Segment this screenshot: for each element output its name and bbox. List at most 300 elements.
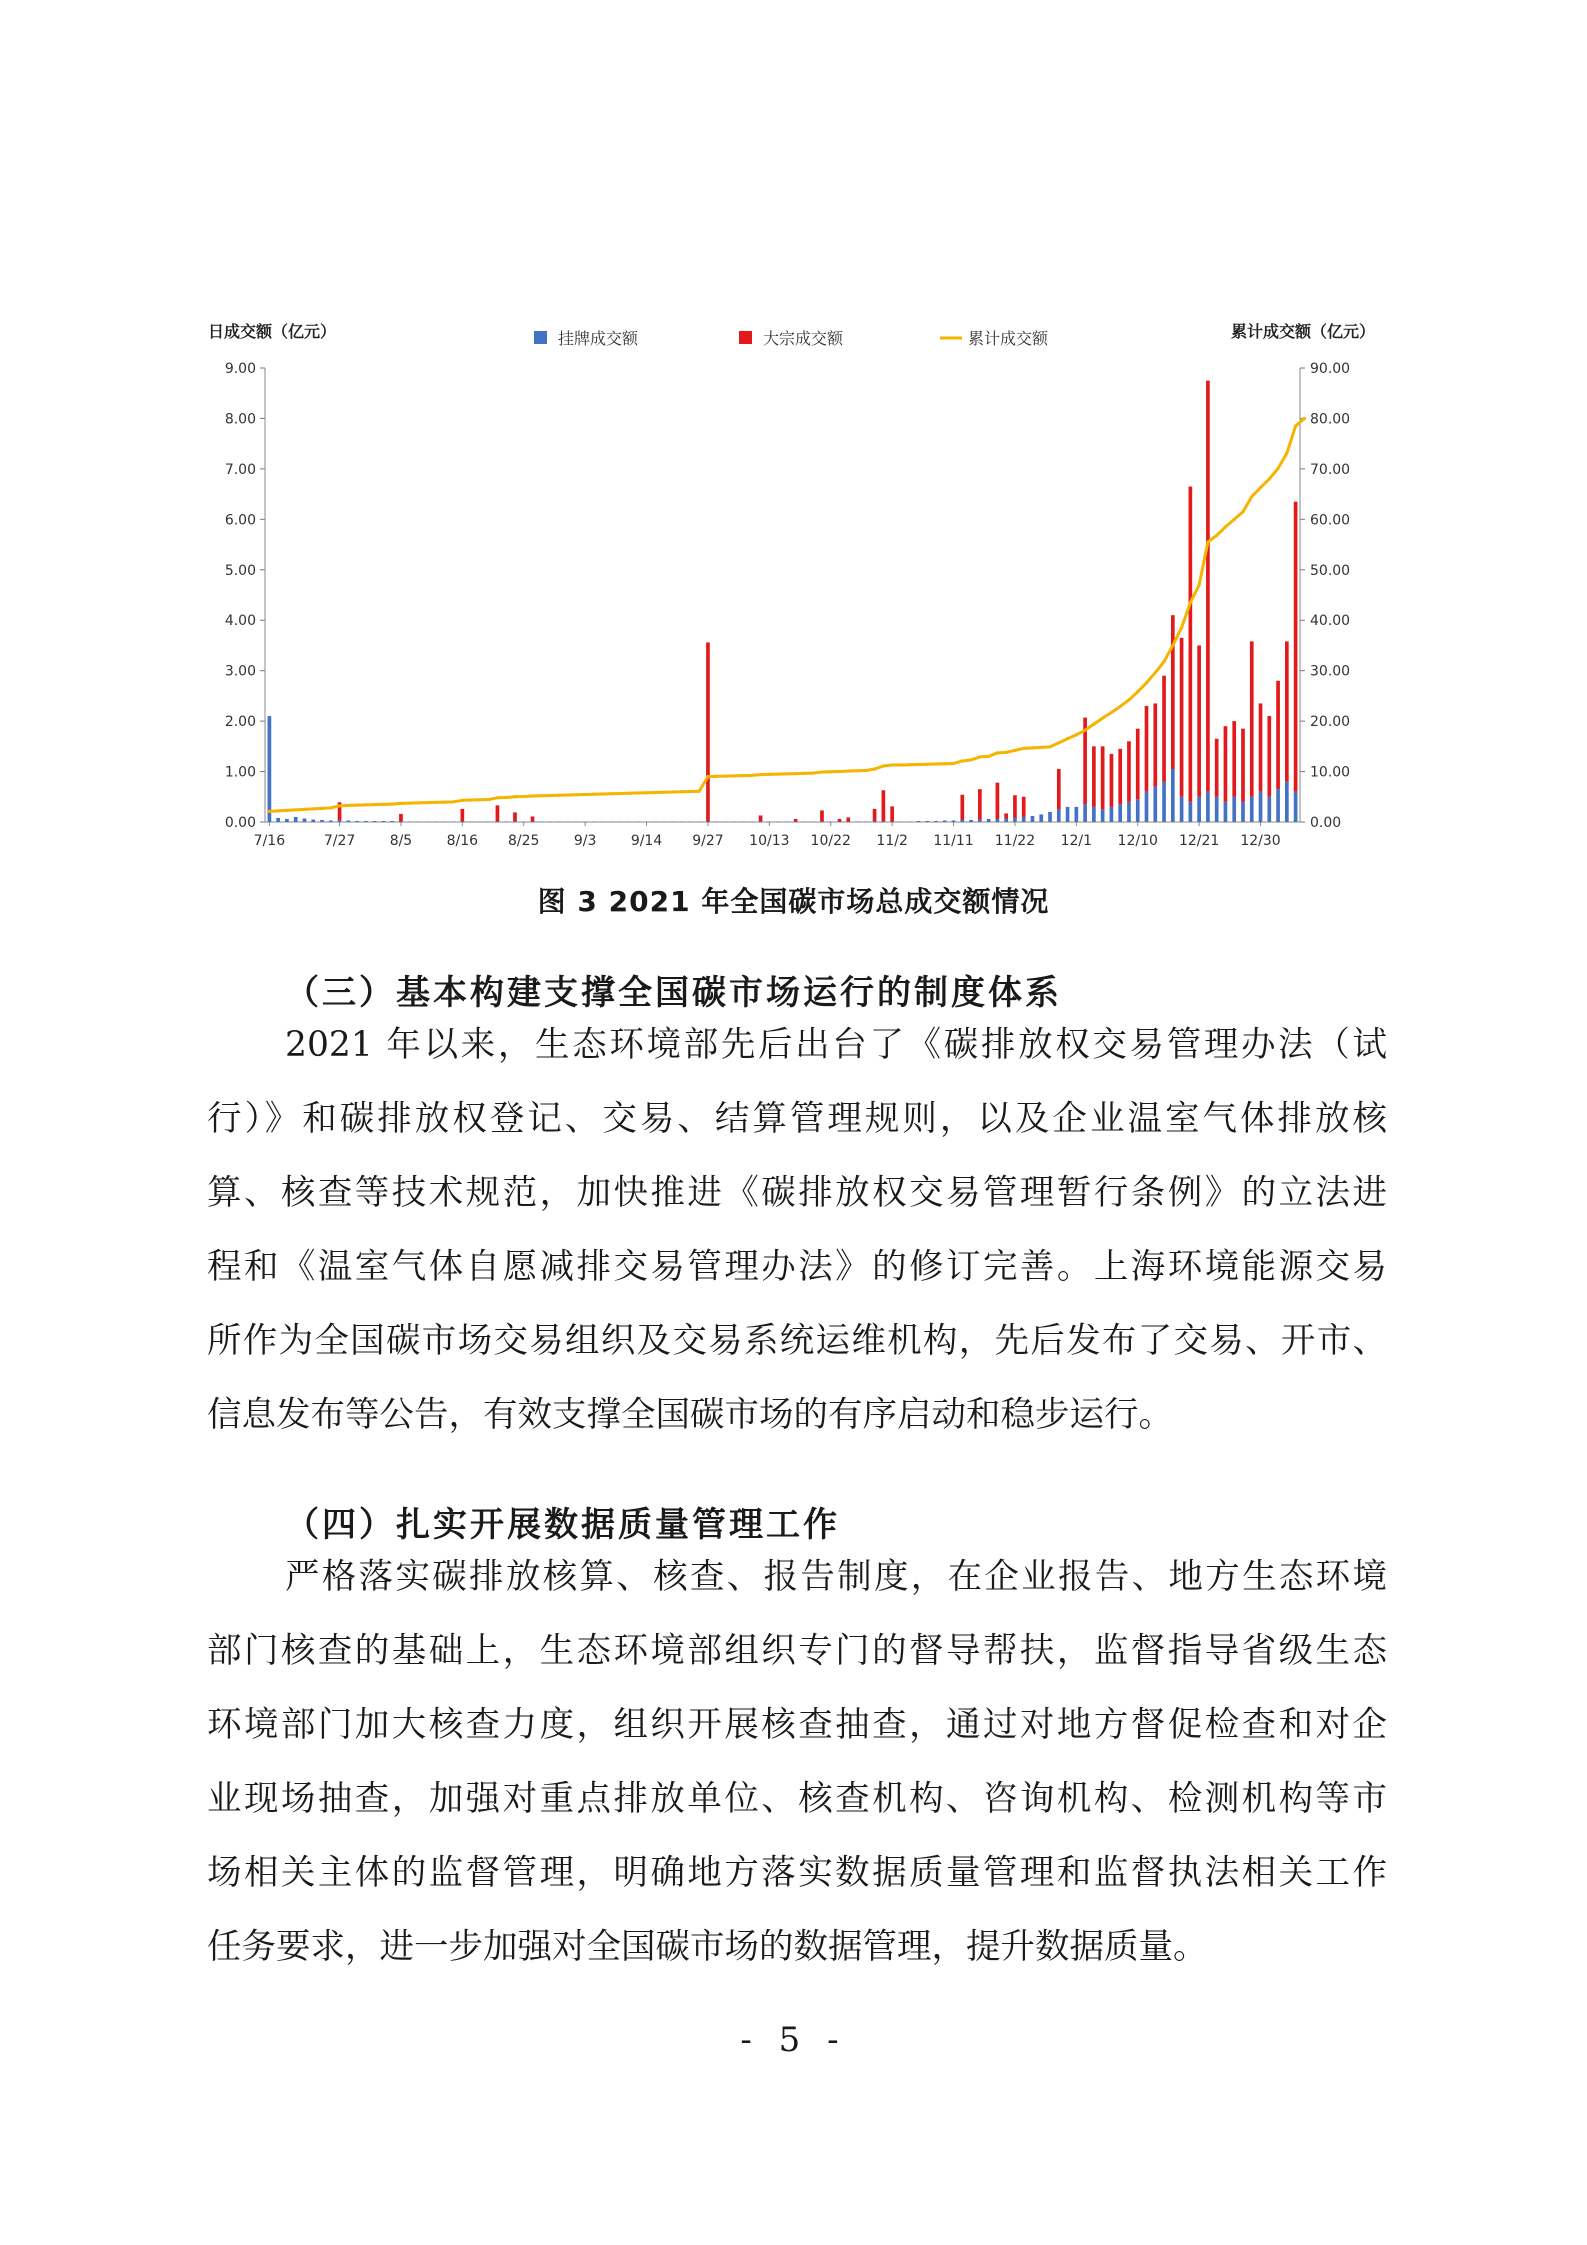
block-bar	[794, 819, 798, 822]
listed-bar	[706, 821, 710, 822]
listed-bar	[303, 818, 307, 822]
paragraph-line: 算、核查等技术规范，加快推进《碳排放权交易管理暂行条例》的立法进	[207, 1173, 1387, 1213]
cumulative-point	[505, 796, 508, 799]
right-tick-label: 0.00	[1310, 815, 1342, 831]
listed-bar	[566, 821, 570, 822]
cumulative-point	[1092, 723, 1095, 726]
listed-bar	[697, 821, 701, 822]
listed-bar	[548, 821, 552, 822]
cumulative-point	[557, 794, 560, 797]
right-tick-label: 80.00	[1310, 411, 1351, 428]
listed-bar	[785, 821, 789, 822]
cumulative-point	[1198, 583, 1201, 586]
legend-label: 大宗成交额	[763, 329, 844, 348]
left-tick-label: 3.00	[224, 663, 256, 680]
cumulative-point	[294, 808, 297, 811]
cumulative-point	[1057, 741, 1060, 744]
listed-bar	[469, 821, 473, 822]
block-bar	[1197, 645, 1201, 796]
paragraph-line: 业现场抽查，加强对重点排放单位、核查机构、咨询机构、检测机构等市	[207, 1779, 1387, 1819]
x-tick-label: 10/22	[810, 833, 851, 849]
cumulative-point	[689, 790, 692, 793]
listed-bar	[355, 821, 359, 822]
x-tick-label: 8/5	[389, 833, 413, 849]
listed-bar	[487, 821, 491, 822]
cumulative-point	[303, 808, 306, 811]
listed-bar	[434, 821, 438, 822]
block-bar	[531, 816, 535, 821]
listed-bar	[1197, 797, 1201, 822]
cumulative-point	[1048, 745, 1051, 748]
cumulative-point	[434, 801, 437, 804]
block-bar	[978, 789, 982, 819]
listed-bar	[452, 821, 456, 822]
left-tick-label: 0.00	[224, 815, 256, 831]
listed-bar	[855, 821, 859, 822]
cumulative-point	[1171, 644, 1174, 647]
cumulative-point	[1233, 518, 1236, 521]
listed-bar	[1241, 802, 1245, 822]
right-tick-label: 30.00	[1310, 663, 1351, 680]
listed-bar	[425, 821, 429, 822]
listed-bar	[461, 821, 465, 822]
block-bar	[1285, 641, 1289, 781]
block-bar	[1127, 741, 1131, 802]
block-bar	[1171, 615, 1175, 769]
cumulative-point	[1101, 716, 1104, 719]
block-bar	[820, 810, 824, 821]
listed-bar	[1118, 804, 1122, 822]
left-tick-label: 2.00	[224, 714, 256, 731]
listed-bar	[1267, 797, 1271, 822]
right-tick-label: 90.00	[1310, 361, 1351, 377]
cumulative-point	[1066, 737, 1069, 740]
listed-bar	[636, 821, 640, 822]
chart-canvas	[200, 315, 1400, 870]
listed-bar	[346, 820, 350, 822]
listed-bar	[662, 821, 666, 822]
block-bar	[1101, 746, 1105, 809]
block-bar	[1224, 726, 1228, 802]
listed-bar	[1259, 792, 1263, 822]
cumulative-point	[513, 795, 516, 798]
listed-bar	[268, 716, 272, 822]
section-4-heading: （四）扎实开展数据质量管理工作	[285, 1505, 840, 1545]
cumulative-point	[531, 794, 534, 797]
listed-bar	[803, 821, 807, 822]
section-3-paragraph	[207, 1008, 1387, 1452]
listed-bar	[908, 821, 912, 822]
cumulative-point	[408, 801, 411, 804]
cumulative-point	[1224, 525, 1227, 528]
cumulative-point	[1250, 495, 1253, 498]
listed-bar	[1013, 818, 1017, 822]
x-tick-label: 7/27	[323, 833, 356, 849]
listed-bar	[952, 820, 956, 822]
listed-bar	[680, 821, 684, 822]
cumulative-point	[426, 801, 429, 804]
cumulative-point	[1206, 540, 1209, 543]
listed-bar	[1057, 809, 1061, 822]
listed-bar	[1250, 797, 1254, 822]
cumulative-point	[777, 772, 780, 775]
x-tick-label: 8/25	[508, 833, 540, 849]
trading-volume-chart	[200, 315, 1400, 870]
cumulative-point	[1084, 729, 1087, 732]
cumulative-point	[1189, 601, 1192, 604]
paragraph-line: 所作为全国碳市场交易组织及交易系统运维机构，先后发布了交易、开市、	[207, 1321, 1387, 1361]
right-axis-title: 累计成交额（亿元）	[1230, 322, 1375, 341]
cumulative-point	[794, 772, 797, 775]
cumulative-point	[1022, 747, 1025, 750]
cumulative-point	[680, 790, 683, 793]
paragraph-line: 信息发布等公告，有效支撑全国碳市场的有序启动和稳步运行。	[207, 1395, 1173, 1435]
listed-bar	[382, 821, 386, 822]
listed-bar	[724, 821, 728, 822]
cumulative-point	[759, 773, 762, 776]
listed-bar	[882, 821, 886, 822]
cumulative-point	[575, 793, 578, 796]
cumulative-point	[662, 791, 665, 794]
block-bar	[1267, 716, 1271, 797]
cumulative-point	[891, 763, 894, 766]
left-tick-label: 8.00	[224, 411, 256, 428]
left-tick-label: 5.00	[224, 562, 256, 579]
listed-bar	[820, 821, 824, 822]
listed-bar	[1092, 807, 1096, 822]
cumulative-point	[338, 804, 341, 807]
listed-bar	[934, 821, 938, 822]
block-bar	[513, 812, 517, 821]
x-tick-label: 7/16	[253, 833, 286, 849]
listed-bar	[1294, 792, 1298, 822]
cumulative-point	[908, 763, 911, 766]
listed-bar	[960, 820, 964, 822]
listed-bar	[1189, 802, 1193, 822]
listed-bar	[1066, 807, 1070, 822]
right-tick-label: 50.00	[1310, 562, 1351, 579]
block-bar	[1022, 797, 1026, 817]
cumulative-point	[1285, 452, 1288, 455]
cumulative-point	[522, 795, 525, 798]
block-bar	[1180, 638, 1184, 797]
block-bar	[1250, 641, 1254, 796]
cumulative-point	[1268, 477, 1271, 480]
listed-bar	[996, 819, 1000, 822]
cumulative-point	[645, 791, 648, 794]
cumulative-point	[1276, 467, 1279, 470]
listed-bar	[732, 821, 736, 822]
cumulative-point	[978, 755, 981, 758]
listed-bar	[496, 821, 500, 822]
listed-bar	[1171, 769, 1175, 822]
listed-bar	[1153, 787, 1157, 822]
listed-bar	[1224, 802, 1228, 822]
listed-bar	[1039, 814, 1043, 822]
listed-bar	[408, 821, 412, 822]
block-bar	[996, 783, 1000, 819]
listed-bar	[575, 821, 579, 822]
listed-bar	[601, 821, 605, 822]
cumulative-point	[1136, 690, 1139, 693]
cumulative-line	[269, 418, 1304, 811]
x-tick-label: 11/11	[933, 833, 974, 849]
cumulative-point	[1180, 626, 1183, 629]
listed-bar	[276, 818, 280, 822]
cumulative-point	[1075, 733, 1078, 736]
listed-bar	[1206, 792, 1210, 822]
block-bar	[873, 809, 877, 822]
listed-bar	[1083, 804, 1087, 822]
cumulative-point	[312, 807, 315, 810]
x-tick-label: 12/1	[1060, 833, 1093, 849]
cumulative-point	[1241, 510, 1244, 513]
cumulative-point	[478, 798, 481, 801]
x-tick-label: 12/21	[1178, 833, 1220, 849]
section-4-paragraph	[207, 1540, 1387, 1984]
cumulative-point	[1303, 417, 1306, 420]
block-bar	[1259, 703, 1263, 791]
block-bar	[1294, 502, 1298, 792]
cumulative-point	[812, 771, 815, 774]
cumulative-point	[917, 763, 920, 766]
cumulative-point	[566, 793, 569, 796]
x-tick-label: 9/27	[692, 833, 724, 849]
cumulative-point	[601, 792, 604, 795]
cumulative-point	[1110, 711, 1113, 714]
cumulative-point	[671, 790, 674, 793]
cumulative-point	[785, 772, 788, 775]
listed-bar	[294, 817, 298, 822]
paragraph-line: 2021 年以来，生态环境部先后出台了《碳排放权交易管理办法（试	[285, 1025, 1387, 1065]
listed-bar	[1145, 792, 1149, 822]
cumulative-point	[750, 774, 753, 777]
block-bar	[890, 806, 894, 821]
block-bar	[1241, 729, 1245, 802]
listed-bar	[1048, 812, 1052, 822]
cumulative-point	[470, 798, 473, 801]
listed-bar	[873, 821, 877, 822]
cumulative-point	[706, 775, 709, 778]
listed-bar	[794, 821, 798, 822]
paragraph-line: 行）》和碳排放权登记、交易、结算管理规则，以及企业温室气体排放核	[207, 1099, 1387, 1139]
listed-bar	[645, 821, 649, 822]
listed-bar	[1136, 799, 1140, 822]
right-tick-label: 20.00	[1310, 714, 1351, 731]
listed-bar	[1004, 818, 1008, 822]
listed-bar	[1285, 782, 1289, 822]
block-bar	[1232, 721, 1236, 797]
block-bar	[838, 819, 842, 822]
listed-bar	[417, 821, 421, 822]
listed-bar	[899, 821, 903, 822]
listed-bar	[864, 821, 868, 822]
listed-bar	[320, 820, 324, 822]
listed-bar	[1276, 789, 1280, 822]
cumulative-point	[803, 772, 806, 775]
listed-bar	[811, 821, 815, 822]
paragraph-line: 任务要求，进一步加强对全国碳市场的数据管理，提升数据质量。	[207, 1927, 1208, 1967]
cumulative-point	[1162, 660, 1165, 663]
left-tick-label: 7.00	[224, 461, 256, 478]
cumulative-point	[355, 804, 358, 807]
cumulative-point	[882, 764, 885, 767]
listed-bar	[627, 821, 631, 822]
cumulative-point	[996, 751, 999, 754]
cumulative-point	[926, 763, 929, 766]
cumulative-point	[592, 793, 595, 796]
listed-bar	[478, 821, 482, 822]
listed-bar	[1074, 807, 1078, 822]
listed-bar	[741, 821, 745, 822]
listed-bar	[373, 821, 377, 822]
right-tick-label: 70.00	[1310, 461, 1351, 478]
cumulative-point	[268, 810, 271, 813]
cumulative-point	[733, 774, 736, 777]
paragraph-line: 场相关主体的监督管理，明确地方落实数据质量管理和监督执法相关工作	[207, 1853, 1387, 1893]
cumulative-point	[277, 809, 280, 812]
cumulative-point	[1040, 746, 1043, 749]
listed-bar	[1127, 802, 1131, 822]
cumulative-point	[1294, 424, 1297, 427]
block-bar	[1004, 813, 1008, 818]
block-bar	[399, 814, 403, 822]
listed-bar	[311, 819, 315, 822]
cumulative-point	[698, 790, 701, 793]
listed-bar	[618, 821, 622, 822]
block-bar	[1189, 487, 1193, 802]
listed-bar	[890, 821, 894, 822]
listed-bar	[1101, 809, 1105, 822]
cumulative-point	[1259, 486, 1262, 489]
cumulative-point	[443, 800, 446, 803]
paragraph-line: 程和《温室气体自愿减排交易管理办法》的修订完善。上海环境能源交易	[207, 1247, 1387, 1287]
cumulative-point	[838, 770, 841, 773]
cumulative-point	[584, 793, 587, 796]
cumulative-point	[969, 758, 972, 761]
block-bar	[1215, 739, 1219, 797]
block-bar	[1118, 749, 1122, 804]
block-bar	[1110, 754, 1114, 807]
listed-bar	[689, 821, 693, 822]
paragraph-line: 严格落实碳排放核算、核查、报告制度，在企业报告、地方生态环境	[285, 1557, 1387, 1597]
listed-bar	[610, 821, 614, 822]
cumulative-point	[654, 791, 657, 794]
left-tick-label: 9.00	[224, 361, 256, 377]
cumulative-point	[627, 792, 630, 795]
block-bar	[1206, 381, 1210, 792]
listed-bar	[969, 820, 973, 822]
cumulative-point	[899, 763, 902, 766]
figure-caption: 图 3 2021 年全国碳市场总成交额情况	[537, 885, 1050, 918]
listed-bar	[522, 821, 526, 822]
legend-label: 累计成交额	[968, 329, 1049, 348]
cumulative-point	[855, 769, 858, 772]
section-3-heading: （三）基本构建支撑全国碳市场运行的制度体系	[285, 973, 1062, 1013]
right-tick-label: 60.00	[1310, 512, 1351, 529]
x-tick-label: 11/2	[876, 833, 908, 849]
listed-bar	[399, 821, 403, 822]
cumulative-point	[952, 762, 955, 765]
cumulative-point	[847, 769, 850, 772]
listed-bar	[978, 819, 982, 822]
block-bar	[759, 815, 763, 821]
cumulative-point	[347, 804, 350, 807]
cumulative-point	[1031, 746, 1034, 749]
cumulative-point	[461, 799, 464, 802]
cumulative-point	[382, 803, 385, 806]
listed-bar	[443, 821, 447, 822]
cumulative-point	[934, 762, 937, 765]
legend-bar-swatch	[739, 331, 752, 344]
cumulative-point	[417, 801, 420, 804]
cumulative-point	[873, 767, 876, 770]
cumulative-point	[391, 802, 394, 805]
listed-bar	[671, 821, 675, 822]
listed-bar	[1162, 782, 1166, 822]
listed-bar	[1031, 816, 1035, 822]
block-bar	[1276, 681, 1280, 789]
page-number: - 5 -	[740, 2020, 847, 2060]
listed-bar	[838, 821, 842, 822]
cumulative-point	[636, 791, 639, 794]
paragraph-line: 环境部门加大核查力度，组织开展核查抽查，通过对地方督促检查和对企	[207, 1705, 1387, 1745]
cumulative-point	[364, 803, 367, 806]
listed-bar	[829, 821, 833, 822]
block-bar	[1145, 706, 1149, 792]
listed-bar	[1215, 797, 1219, 822]
listed-bar	[768, 821, 772, 822]
listed-bar	[539, 821, 543, 822]
cumulative-point	[496, 796, 499, 799]
cumulative-point	[1215, 534, 1218, 537]
block-bar	[1136, 729, 1140, 800]
cumulative-point	[768, 773, 771, 776]
x-tick-label: 12/10	[1117, 833, 1158, 849]
listed-bar	[987, 819, 991, 822]
block-bar	[706, 642, 710, 821]
listed-bar	[329, 820, 333, 822]
x-tick-label: 12/30	[1240, 833, 1281, 849]
listed-bar	[1180, 797, 1184, 822]
cumulative-point	[329, 806, 332, 809]
legend-bar-swatch	[534, 331, 547, 344]
legend-label: 挂牌成交额	[558, 329, 639, 348]
left-tick-label: 4.00	[224, 613, 256, 630]
listed-bar	[592, 821, 596, 822]
cumulative-point	[452, 800, 455, 803]
cumulative-point	[1005, 751, 1008, 754]
cumulative-point	[961, 759, 964, 762]
cumulative-point	[1127, 698, 1130, 701]
cumulative-point	[724, 774, 727, 777]
block-bar	[960, 795, 964, 820]
x-tick-label: 10/13	[749, 833, 790, 849]
listed-bar	[1110, 807, 1114, 822]
cumulative-point	[548, 794, 551, 797]
block-bar	[882, 790, 886, 821]
listed-bar	[504, 821, 508, 822]
listed-bar	[557, 821, 561, 822]
block-bar	[1092, 746, 1096, 807]
block-bar	[1153, 703, 1157, 786]
listed-bar	[943, 820, 947, 822]
listed-bar	[338, 820, 342, 822]
cumulative-point	[610, 792, 613, 795]
listed-bar	[1022, 817, 1026, 822]
listed-bar	[925, 821, 929, 822]
cumulative-point	[829, 770, 832, 773]
